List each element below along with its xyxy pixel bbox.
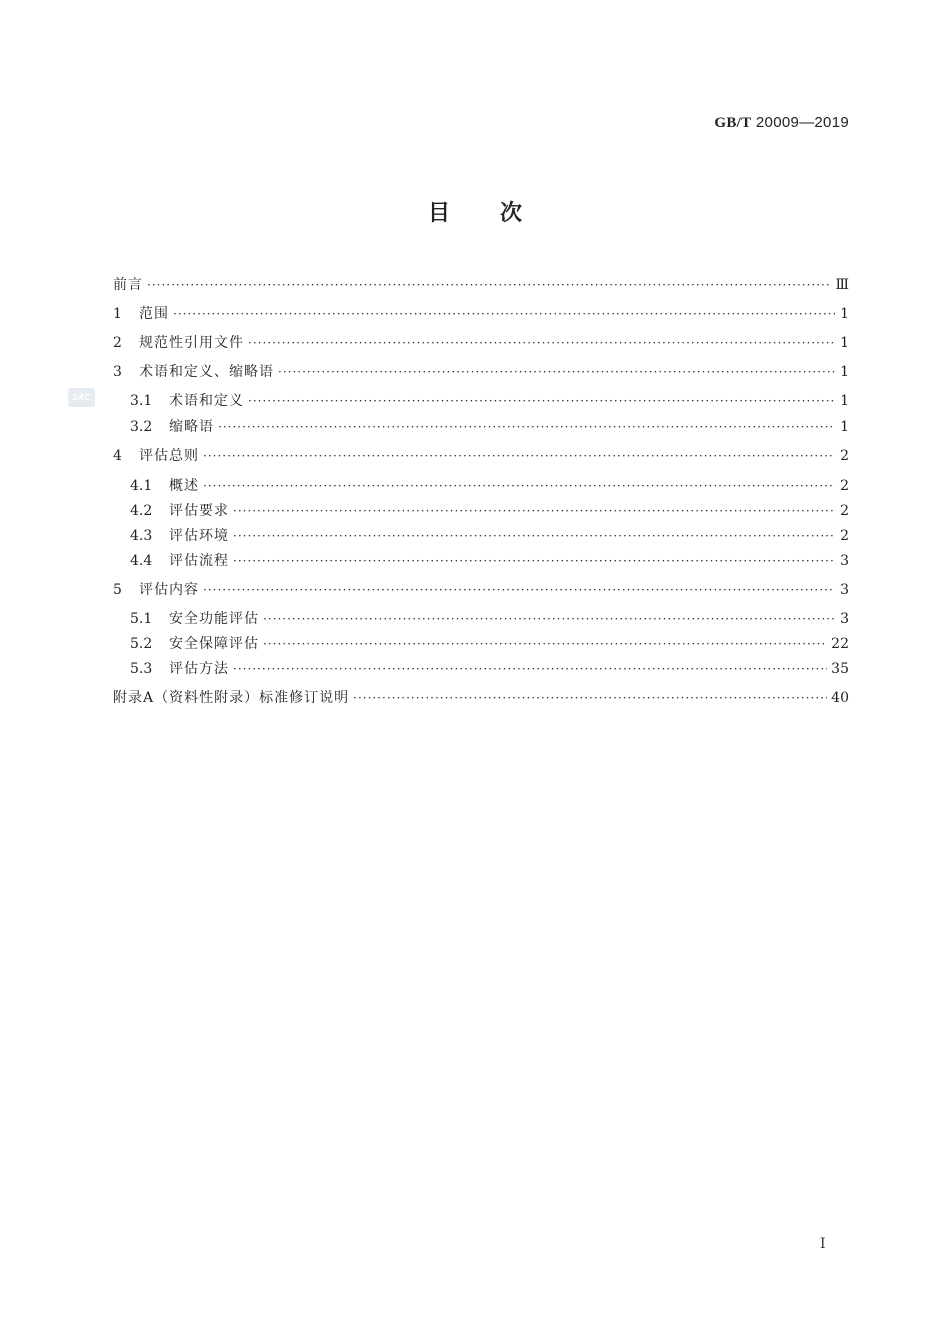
toc-entry-page: 40 [831,690,849,706]
toc-dot-leader [233,526,835,546]
toc-entry-number: 5.3 [130,661,153,677]
toc-entry[interactable] [113,333,849,353]
toc-dot-leader [353,688,827,708]
toc-entry[interactable] [130,417,849,437]
toc-dot-leader [263,609,835,629]
toc-entry[interactable] [130,476,849,496]
toc-entry[interactable] [130,634,849,654]
toc-entry-page: 1 [840,364,849,380]
toc-entry-number: 4.2 [130,503,153,519]
toc-entry-label: 范围 [139,306,169,322]
toc-dot-leader [248,333,835,353]
toc-entry-number: 4 [113,448,122,464]
toc-entry-page: 1 [840,419,849,435]
toc-entry-number: 4.4 [130,553,153,569]
toc-dot-leader [263,634,827,654]
toc-dot-leader [233,551,835,571]
toc-entry-page: 1 [840,306,849,322]
toc-entry-label: 概述 [169,478,199,494]
toc-dot-leader [147,275,831,295]
toc-entry-label: 缩略语 [169,419,214,435]
toc-entry-page: 35 [831,661,849,677]
toc-entry-number: 2 [113,335,122,351]
toc-entry-page: Ⅲ [835,277,849,293]
toc-entry[interactable] [113,688,849,708]
toc-entry-label: 安全保障评估 [169,636,259,652]
toc-entry-label: 术语和定义、缩略语 [139,364,274,380]
toc-entry-label: 前言 [113,277,143,293]
toc-entry-page: 2 [840,503,849,519]
toc-entry-label: 附录A（资料性附录）标准修订说明 [113,690,350,706]
toc-entry-label: 安全功能评估 [169,611,259,627]
toc-entry-label: 评估方法 [169,661,229,677]
toc-dot-leader [203,446,835,466]
toc-entry-number: 3.1 [130,393,153,409]
toc-dot-leader [278,362,835,382]
toc-dot-leader [233,501,835,521]
toc-dot-leader [233,659,827,679]
toc-entry-page: 22 [831,636,849,652]
toc-entry[interactable] [130,501,849,521]
toc-entry-label: 评估环境 [169,528,229,544]
toc-entry[interactable] [113,304,849,324]
toc-dot-leader [173,304,835,324]
toc-entry-page: 2 [840,448,849,464]
toc-entry-number: 5 [113,582,122,598]
toc-dot-leader [248,391,835,411]
toc-dot-leader [218,417,835,437]
toc-entry-number: 5.2 [130,636,153,652]
toc-entry-label: 评估流程 [169,553,229,569]
toc-entry[interactable] [113,362,849,382]
sac-watermark: SAC [68,388,95,407]
toc-entry-label: 规范性引用文件 [139,335,244,351]
toc-entry-number: 3.2 [130,419,153,435]
toc-entry-page: 1 [840,393,849,409]
toc-entry-number: 3 [113,364,122,380]
toc-entry-label: 术语和定义 [169,393,244,409]
toc-entry-page: 2 [840,528,849,544]
toc-entry[interactable] [113,580,849,600]
toc-entry-number: 4.3 [130,528,153,544]
toc-entry-page: 3 [840,553,849,569]
toc-entry[interactable] [130,659,849,679]
toc-entry[interactable] [130,526,849,546]
standard-code: 20009—2019 [755,114,849,131]
page-title: 目次 [427,201,572,226]
toc-entry[interactable] [130,609,849,629]
toc-entry-label: 评估内容 [139,582,199,598]
toc-entry-label: 评估要求 [169,503,229,519]
toc-entry[interactable] [113,275,849,295]
toc-dot-leader [203,580,835,600]
toc-entry-page: 2 [840,478,849,494]
toc-entry[interactable] [113,446,849,466]
toc-entry[interactable] [130,391,849,411]
toc-entry[interactable] [130,551,849,571]
toc-entry-page: 1 [840,335,849,351]
toc-entry-number: 4.1 [130,478,153,494]
standard-number [714,114,849,132]
toc-entry-label: 评估总则 [139,448,199,464]
toc-entry-page: 3 [840,611,849,627]
toc-entry-number: 1 [113,306,122,322]
standard-prefix: GB/T [714,115,752,131]
toc-dot-leader [203,476,835,496]
toc-entry-page: 3 [840,582,849,598]
toc-entry-number: 5.1 [130,611,153,627]
footer-page-number: I [820,1236,826,1252]
